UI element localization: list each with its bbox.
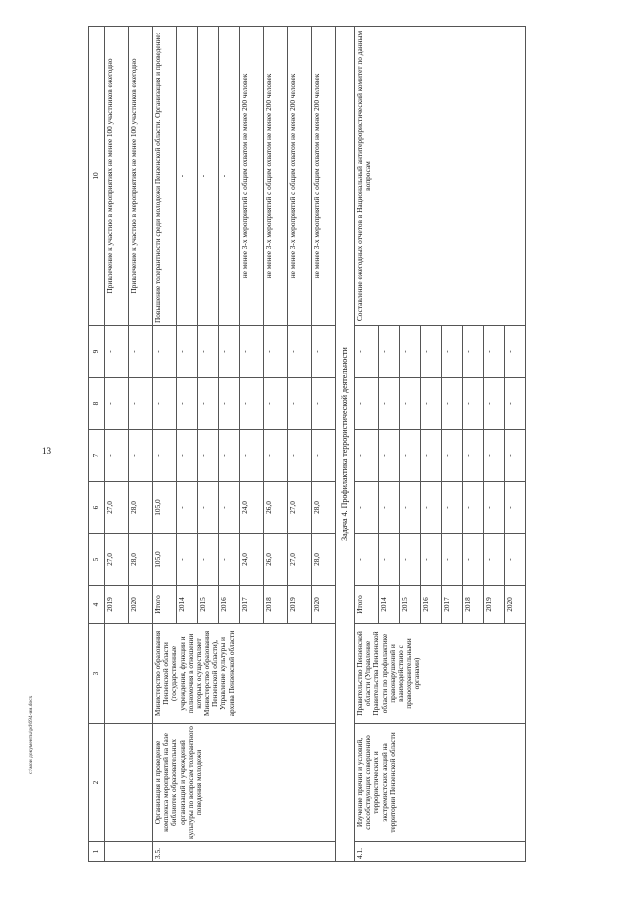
cell-year: 2016 <box>219 586 240 624</box>
cell-c5: 105,0 <box>153 534 177 586</box>
cell-c7: - <box>484 430 505 482</box>
cell-result: - <box>198 27 219 326</box>
cell-c6: 28,0 <box>129 482 153 534</box>
cell-year: 2019 <box>484 586 505 624</box>
cell-year: 2019 <box>105 586 129 624</box>
cell-c5: 28,0 <box>312 534 336 586</box>
cell-result: не менее 3-х мероприятий с общим охватом не менее 200 человек <box>264 27 288 326</box>
cell-exec: Правительство Пензенской области (Управление Правительства Пензенской области по профилактике правонарушений и взаимодействию с правоохранительными органами) <box>355 624 526 724</box>
cell-c7: - <box>400 430 421 482</box>
cell-c9: - <box>177 326 198 378</box>
cell-c6: - <box>177 482 198 534</box>
cell-c7: - <box>421 430 442 482</box>
cell-year: Итого <box>355 586 379 624</box>
cell-c5: - <box>421 534 442 586</box>
cell-c7: - <box>442 430 463 482</box>
cell-year: 2017 <box>442 586 463 624</box>
cell-c7: - <box>219 430 240 482</box>
cell-c8: - <box>421 378 442 430</box>
cell-year: 2015 <box>400 586 421 624</box>
cell-c9: - <box>288 326 312 378</box>
cell-result: не менее 3-х мероприятий с общим охватом не менее 200 человек <box>312 27 336 326</box>
cell-c6: - <box>400 482 421 534</box>
cell-c5: 28,0 <box>129 534 153 586</box>
cell-c9: - <box>153 326 177 378</box>
cell-c8: - <box>379 378 400 430</box>
header-cell: 10 <box>89 27 105 326</box>
cell-year: Итого <box>153 586 177 624</box>
cell-c6: - <box>379 482 400 534</box>
cell-c5: - <box>463 534 484 586</box>
cell-c5: - <box>484 534 505 586</box>
cell-result: не менее 3-х мероприятий с общим охватом не менее 200 человек <box>240 27 264 326</box>
cell-c5: - <box>505 534 526 586</box>
cell-c6: - <box>505 482 526 534</box>
cell-c8: - <box>177 378 198 430</box>
footer-file-path: c:\мои документы\pd\694-ии.docx <box>28 695 34 774</box>
cell-c8: - <box>288 378 312 430</box>
cell-c5: - <box>379 534 400 586</box>
cell-c7: - <box>153 430 177 482</box>
cell-c5: - <box>400 534 421 586</box>
cell-c7: - <box>288 430 312 482</box>
cell-c9: - <box>484 326 505 378</box>
header-cell: 3 <box>89 624 105 724</box>
cell-c6: - <box>463 482 484 534</box>
cell-year: 2020 <box>505 586 526 624</box>
cell-c7: - <box>312 430 336 482</box>
cell-year: 2020 <box>312 586 336 624</box>
cell-c8: - <box>463 378 484 430</box>
cell-c7: - <box>198 430 219 482</box>
cell-c6: - <box>355 482 379 534</box>
cell-c9: - <box>198 326 219 378</box>
page-number: 13 <box>42 446 51 456</box>
header-row <box>89 27 105 862</box>
cell-c5: - <box>177 534 198 586</box>
cell-c7: - <box>379 430 400 482</box>
table-row <box>105 27 129 862</box>
cell-c6: 105,0 <box>153 482 177 534</box>
cell-c9: - <box>219 326 240 378</box>
cell-c5: - <box>219 534 240 586</box>
section-title: Задача 4. Профилактика террористической деятельности <box>336 27 355 862</box>
cell-c5: 27,0 <box>288 534 312 586</box>
cell-c7: - <box>240 430 264 482</box>
cell-c9: - <box>355 326 379 378</box>
cell-year: 2014 <box>177 586 198 624</box>
cell-c6: 28,0 <box>312 482 336 534</box>
cell-c7: - <box>505 430 526 482</box>
cell-result: не менее 3-х мероприятий с общим охватом не менее 200 человек <box>288 27 312 326</box>
cell-exec: Министерство образования Пензенской области (государственные учреждения, функции и полномочия в отношении которых осуществляет Министерство образования Пензенской области), Управление культуры и архива Пензенской области <box>153 624 336 724</box>
cell-c5: - <box>198 534 219 586</box>
cell-year: 2015 <box>198 586 219 624</box>
cell-c6: - <box>484 482 505 534</box>
cell-c6: - <box>442 482 463 534</box>
cell-c6: 26,0 <box>264 482 288 534</box>
cell-c5: - <box>442 534 463 586</box>
cell-c6: - <box>219 482 240 534</box>
cell-c7: - <box>105 430 129 482</box>
cell-c8: - <box>129 378 153 430</box>
cell-c5: 26,0 <box>264 534 288 586</box>
cell-c7: - <box>177 430 198 482</box>
cell-year: 2017 <box>240 586 264 624</box>
cell-c9: - <box>505 326 526 378</box>
cell-c8: - <box>400 378 421 430</box>
cell-name: Организация и проведение комплекса мероприятий на базе библиотек образовательных организаций и учреждений культуры по вопросам толерантного поведения молодежи <box>153 724 336 842</box>
cell-c7: - <box>264 430 288 482</box>
header-cell: 7 <box>89 430 105 482</box>
cell-c6: 27,0 <box>288 482 312 534</box>
header-cell: 2 <box>89 724 105 842</box>
cell-c8: - <box>484 378 505 430</box>
cell-exec <box>105 624 153 724</box>
cell-num: 3.5. <box>153 842 336 862</box>
program-table <box>88 26 526 862</box>
cell-c8: - <box>312 378 336 430</box>
cell-c9: - <box>421 326 442 378</box>
cell-c8: - <box>264 378 288 430</box>
cell-c8: - <box>355 378 379 430</box>
cell-c8: - <box>198 378 219 430</box>
cell-year: 2016 <box>421 586 442 624</box>
section-row <box>336 27 355 862</box>
cell-result: Привлечение к участию в мероприятиях не менее 100 участников ежегодно <box>105 27 129 326</box>
cell-result: - <box>177 27 198 326</box>
table-row <box>355 27 379 862</box>
cell-num: 4.1. <box>355 842 526 862</box>
cell-c8: - <box>105 378 129 430</box>
cell-c8: - <box>153 378 177 430</box>
cell-c6: - <box>421 482 442 534</box>
header-cell: 1 <box>89 842 105 862</box>
cell-c6: 24,0 <box>240 482 264 534</box>
cell-name <box>105 724 153 842</box>
rotated-page <box>88 27 630 862</box>
cell-c9: - <box>240 326 264 378</box>
cell-c9: - <box>400 326 421 378</box>
header-cell: 9 <box>89 326 105 378</box>
header-cell: 6 <box>89 482 105 534</box>
cell-c7: - <box>463 430 484 482</box>
cell-c9: - <box>264 326 288 378</box>
cell-c5: 24,0 <box>240 534 264 586</box>
cell-c5: 27,0 <box>105 534 129 586</box>
cell-year: 2018 <box>463 586 484 624</box>
cell-c8: - <box>219 378 240 430</box>
cell-c8: - <box>240 378 264 430</box>
cell-c9: - <box>312 326 336 378</box>
cell-year: 2018 <box>264 586 288 624</box>
table-row <box>153 27 177 862</box>
cell-name: Изучение причин и условий, способствующих совершению террористических и экстремистских акций на территории Пензенской области <box>355 724 526 842</box>
cell-c6: 27,0 <box>105 482 129 534</box>
cell-c7: - <box>355 430 379 482</box>
header-cell: 4 <box>89 586 105 624</box>
cell-c8: - <box>442 378 463 430</box>
cell-year: 2020 <box>129 586 153 624</box>
cell-c9: - <box>129 326 153 378</box>
cell-c5: - <box>355 534 379 586</box>
cell-c9: - <box>442 326 463 378</box>
header-cell: 5 <box>89 534 105 586</box>
cell-c9: - <box>463 326 484 378</box>
cell-c6: - <box>198 482 219 534</box>
header-cell: 8 <box>89 378 105 430</box>
cell-num <box>105 842 153 862</box>
cell-year: 2014 <box>379 586 400 624</box>
cell-c7: - <box>129 430 153 482</box>
cell-result: Привлечение к участию в мероприятиях не менее 100 участников ежегодно <box>129 27 153 326</box>
cell-year: 2019 <box>288 586 312 624</box>
cell-c9: - <box>105 326 129 378</box>
cell-c8: - <box>505 378 526 430</box>
cell-result: - <box>219 27 240 326</box>
cell-result: Повышение толерантности среди молодежи Пензенской области. Организация и проведение: <box>153 27 177 326</box>
cell-c9: - <box>379 326 400 378</box>
cell-result: Составление ежегодных отчетов в Национальный антитеррористический комитет по данным вопросам <box>355 27 526 326</box>
